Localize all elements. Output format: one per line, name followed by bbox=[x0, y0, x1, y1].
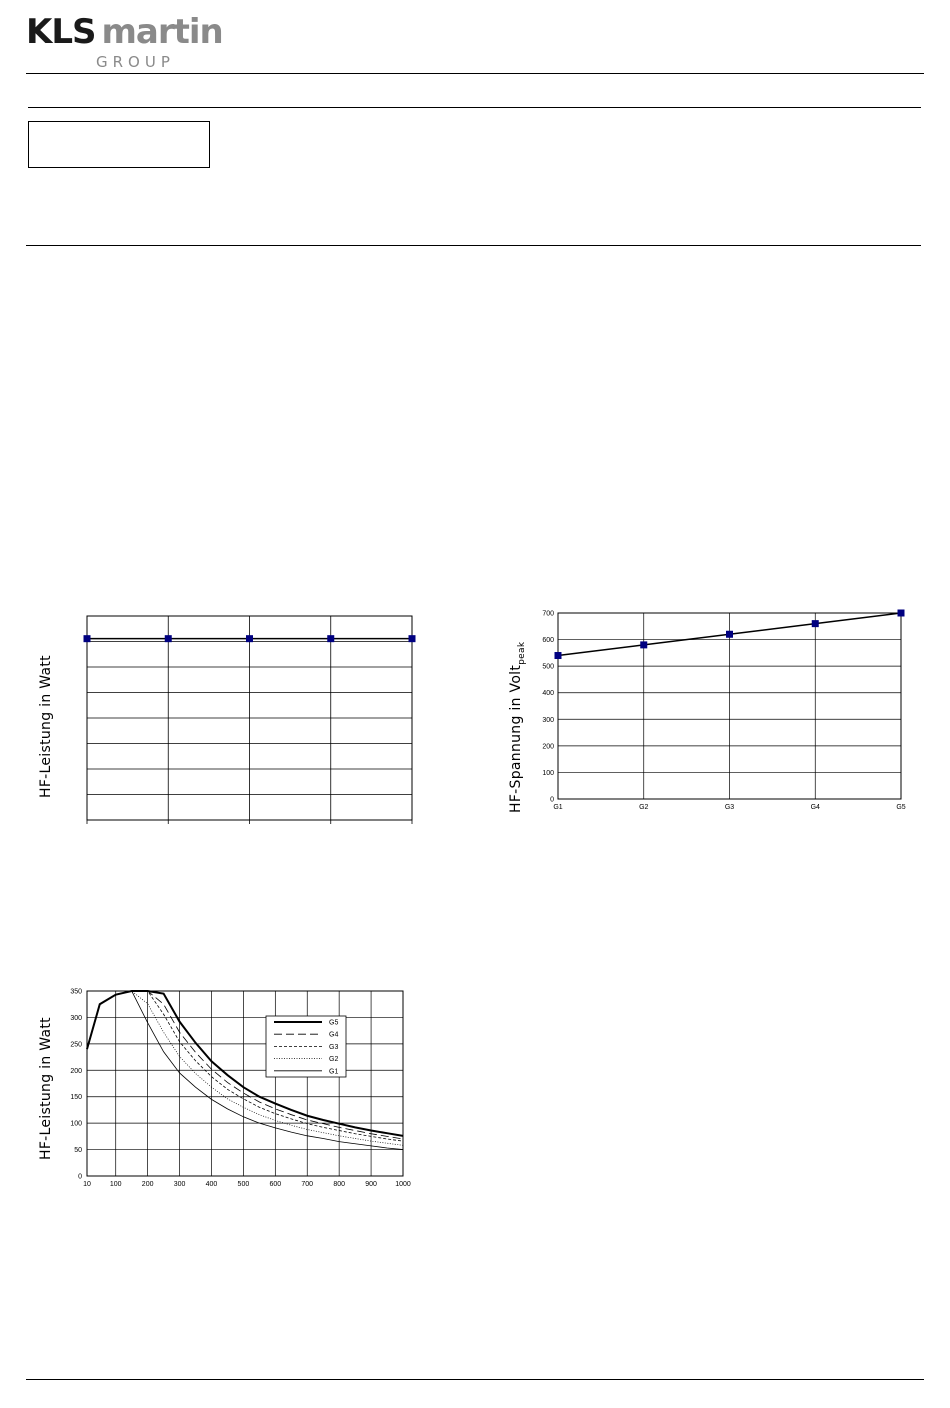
chart2-xtick-label: G4 bbox=[810, 804, 820, 811]
chart2-ytick-label: 500 bbox=[542, 663, 554, 671]
chart2-ytick-label: 0 bbox=[550, 796, 554, 804]
chart3-ylabel: HF-Leistung in Watt bbox=[38, 1017, 54, 1160]
chart3-ytick-label: 50 bbox=[74, 1147, 82, 1155]
chart1-data-point bbox=[409, 635, 416, 642]
chart2-ylabel-main: HF-Spannung in Volt bbox=[508, 664, 524, 813]
chart2-ytick-label: 100 bbox=[542, 769, 554, 777]
chart1-data-point bbox=[84, 635, 91, 642]
chart-voltage-per-level bbox=[530, 600, 925, 820]
chart3-xtick-label: 500 bbox=[237, 1181, 250, 1188]
chart1-data-point bbox=[246, 635, 253, 642]
chart3-xtick-label: 10 bbox=[83, 1181, 91, 1188]
chart-power-vs-load bbox=[60, 980, 420, 1195]
chart3-ytick-label: 150 bbox=[70, 1094, 82, 1102]
chart2-ytick-label: 700 bbox=[542, 610, 554, 618]
chart3-ytick-label: 200 bbox=[70, 1067, 82, 1075]
chart3-xtick-label: 200 bbox=[141, 1181, 154, 1188]
chart3-legend-label: G4 bbox=[329, 1031, 339, 1039]
chart3-legend-label: G5 bbox=[329, 1019, 339, 1027]
chart3-xtick-label: 100 bbox=[109, 1181, 122, 1188]
logo-martin-text: martin bbox=[101, 12, 223, 52]
chart3-xtick-label: 700 bbox=[301, 1181, 314, 1188]
section-top-rule bbox=[28, 107, 921, 108]
company-logo bbox=[26, 12, 223, 52]
chart3-ytick-label: 0 bbox=[78, 1173, 82, 1181]
chart1-ylabel: HF-Leistung in Watt bbox=[38, 655, 54, 798]
chart3-ytick-label: 350 bbox=[70, 988, 82, 996]
chart2-data-point bbox=[640, 641, 647, 648]
chart-power-constant bbox=[70, 605, 430, 830]
chart3-xtick-label: 900 bbox=[365, 1181, 377, 1188]
chart3-series-line-g5 bbox=[87, 991, 403, 1136]
chart3-legend-label: G2 bbox=[329, 1056, 339, 1064]
chart2-data-point bbox=[555, 652, 562, 659]
chart1-data-point bbox=[327, 635, 334, 642]
chart2-data-point bbox=[726, 631, 733, 638]
chart2-xtick-label: G5 bbox=[896, 804, 906, 811]
chart3-series-line-g2 bbox=[87, 991, 403, 1145]
chart2-ytick-label: 300 bbox=[542, 716, 554, 724]
chart3-xtick-label: 400 bbox=[205, 1181, 218, 1188]
section-bottom-rule bbox=[26, 245, 921, 246]
chart3-legend-label: G3 bbox=[329, 1043, 339, 1051]
chart2-ytick-label: 200 bbox=[542, 743, 554, 751]
chart3-series-line-g4 bbox=[87, 991, 403, 1139]
logo-group-text: GROUP bbox=[96, 53, 175, 71]
chart2-data-point bbox=[812, 620, 819, 627]
logo-kls-text: KLS bbox=[26, 12, 96, 52]
chart2-xtick-label: G1 bbox=[553, 804, 563, 811]
chart3-plot-area bbox=[87, 991, 403, 1176]
chart3-ytick-label: 300 bbox=[70, 1014, 82, 1022]
chart3-ytick-label: 100 bbox=[70, 1120, 82, 1128]
chart2-ytick-label: 600 bbox=[542, 637, 554, 645]
chart2-xtick-label: G2 bbox=[639, 804, 649, 811]
chart3-legend-label: G1 bbox=[329, 1068, 339, 1076]
chart3-ytick-label: 250 bbox=[70, 1041, 82, 1049]
chart3-series-line-g3 bbox=[87, 991, 403, 1141]
chart2-ylabel bbox=[508, 642, 527, 813]
chart3-xtick-label: 1000 bbox=[395, 1181, 411, 1188]
chart2-data-point bbox=[898, 610, 905, 617]
empty-label-box bbox=[28, 121, 210, 168]
chart2-xtick-label: G3 bbox=[724, 804, 735, 811]
chart3-xtick-label: 600 bbox=[269, 1181, 282, 1188]
chart3-xtick-label: 300 bbox=[173, 1181, 186, 1188]
chart1-data-point bbox=[165, 635, 172, 642]
chart2-ytick-label: 400 bbox=[542, 690, 554, 698]
chart3-xtick-label: 800 bbox=[333, 1181, 346, 1188]
chart2-ylabel-sub: peak bbox=[516, 641, 527, 665]
footer-divider bbox=[26, 1379, 924, 1380]
header-divider bbox=[26, 73, 924, 74]
